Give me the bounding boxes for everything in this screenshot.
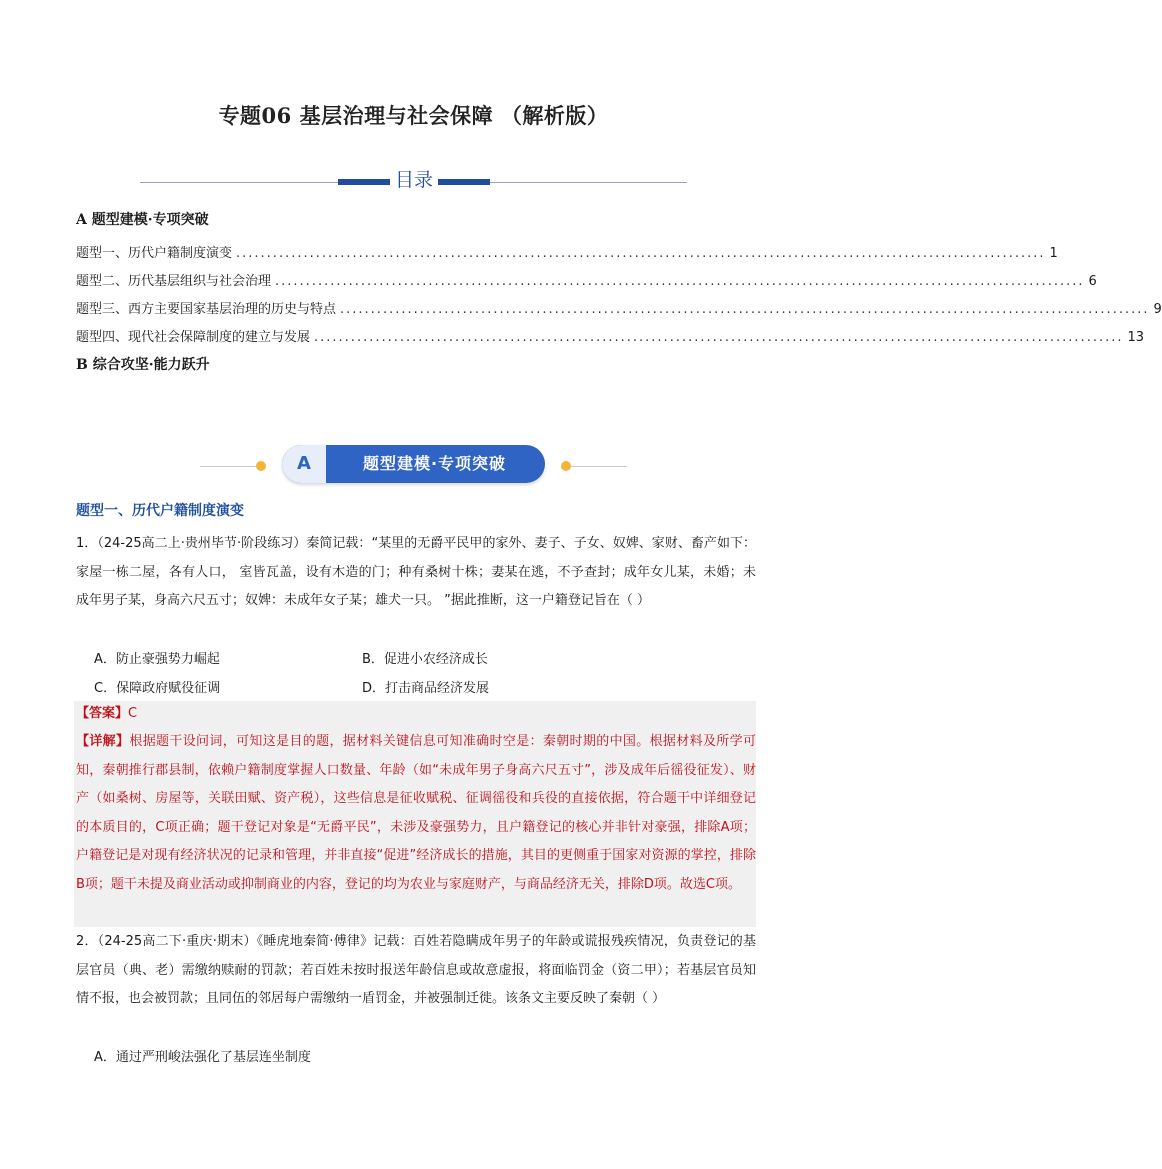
- page-title: 专题06 基层治理与社会保障 （解析版）: [218, 103, 609, 128]
- option-c: C．保障政府赋役征调: [94, 681, 221, 696]
- toc-item[interactable]: [76, 298, 1162, 317]
- toc-heading: 目录: [390, 166, 438, 194]
- question-stem: 2．（24-25高二下·重庆·期末）《睡虎地秦简·傅律》记载：百姓若隐瞒成年男子的年龄或谎报残疾情况，负责登记的基层官员（典、老）需缴纳赎耐的罚款；若百姓未按时报送年龄信息或故意虚报，将面临罚金（资二甲）；若基层官员知情不报，也会被罚款；且同伍的邻居每户需缴纳一盾罚金，并被强制迁徙。该条文主要反映了秦朝（ ）: [76, 934, 756, 1006]
- banner-pill: [282, 445, 545, 483]
- banner-letter: A: [282, 445, 326, 483]
- toc-item-page: 9: [1153, 302, 1162, 317]
- section-a-label: A 题型建模·专项突破: [76, 212, 209, 228]
- answer-tag: 【答案】: [76, 706, 129, 721]
- toc-item[interactable]: [76, 270, 1097, 289]
- divider: [200, 466, 262, 467]
- toc-leader: ....................................................................................................................................: [340, 302, 1150, 317]
- toc-item[interactable]: [76, 242, 1058, 261]
- toc-item[interactable]: [76, 326, 1145, 345]
- option-a: A．通过严刑峻法强化了基层连坐制度: [94, 1050, 311, 1065]
- toc-item-label: 题型三、西方主要国家基层治理的历史与特点: [76, 302, 337, 317]
- question-stem: 1．（24-25高二上·贵州毕节·阶段练习）秦简记载：“某里的无爵平民甲的家外、妻子、子女、奴婢、家财、畜产如下：家屋一栋二屋，各有人口， 室皆瓦盖，设有木造的门；种有桑树十株；妻某在逃，不予查封；成年女儿某，未婚；未成年男子某，身高六尺五寸；奴婢：未成年女子某；雄犬一只。 ”据此推断，这一户籍登记旨在（ ）: [76, 536, 756, 608]
- option-d: D．打击商品经济发展: [362, 681, 490, 696]
- section-banner: [200, 445, 627, 485]
- toc-leader: ....................................................................................................................................: [275, 274, 1085, 289]
- divider-accent-right: [438, 179, 490, 185]
- dot-icon: [561, 461, 571, 471]
- toc-item-page: 6: [1088, 274, 1097, 289]
- toc-leader: ....................................................................................................................................: [314, 330, 1124, 345]
- answer-value: C: [128, 706, 138, 721]
- toc-leader: ....................................................................................................................................: [236, 246, 1046, 261]
- toc-item-label: 题型一、历代户籍制度演变: [76, 246, 233, 261]
- detail-tag: 【详解】: [76, 734, 130, 749]
- dot-icon: [256, 461, 266, 471]
- detail-text: 根据题干设问词，可知这是目的题，据材料关键信息可知准确时空是：秦朝时期的中国。根据材料及所学可知，秦朝推行郡县制，依赖户籍制度掌握人口数量、年龄（如“未成年男子身高六尺五寸”，涉及成年后徭役征发）、财产（如桑树、房屋等，关联田赋、资产税），这些信息是征收赋税、征调徭役和兵役的直接依据，符合题干中详细登记的本质目的，C项正确；题干登记对象是“无爵平民”，未涉及豪强势力，且户籍登记的核心并非针对豪强，排除A项；户籍登记是对现有经济状况的记录和管理，并非直接“促进”经济成长的措施，其目的更侧重于国家对资源的掌控，排除B项；题干未提及商业活动或抑制商业的内容，登记的均为农业与家庭财产，与商品经济无关，排除D项。故选C项。: [76, 734, 756, 892]
- banner-title: 题型建模·专项突破: [362, 454, 507, 473]
- toc-item-page: 13: [1127, 330, 1145, 345]
- option-b: B．促进小农经济成长: [362, 652, 488, 667]
- toc-item-label: 题型二、历代基层组织与社会治理: [76, 274, 272, 289]
- toc-heading-bar: [140, 166, 687, 194]
- question-type-heading: 题型一、历代户籍制度演变: [76, 503, 244, 519]
- divider: [565, 466, 627, 467]
- divider-accent-left: [338, 179, 390, 185]
- answer-line: [76, 700, 756, 729]
- toc-item-page: 1: [1049, 246, 1058, 261]
- explanation: [76, 728, 756, 899]
- option-a: A．防止豪强势力崛起: [94, 652, 220, 667]
- section-b-label: B 综合攻坚·能力跃升: [76, 357, 210, 373]
- toc-item-label: 题型四、现代社会保障制度的建立与发展: [76, 330, 311, 345]
